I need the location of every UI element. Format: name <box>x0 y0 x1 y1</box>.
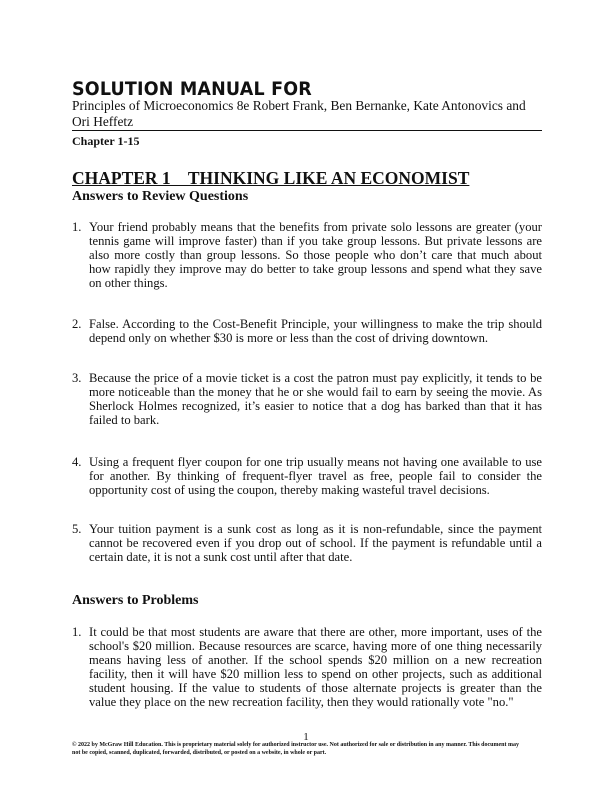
answer-text: Using a frequent flyer coupon for one trip usually means not having one available to use for another. By thinking of frequent-flyer travel as free, people fail to consider the opportunity cost of using the coupon, thereby making wasteful travel decisions. <box>89 455 542 497</box>
problem-answer <box>72 625 542 709</box>
answer-number: 1. <box>72 220 82 234</box>
solution-manual-title: SOLUTION MANUAL FOR <box>72 78 312 100</box>
review-answer <box>72 371 542 427</box>
header-divider <box>72 130 542 131</box>
answer-number: 3. <box>72 371 82 385</box>
answer-text: False. According to the Cost-Benefit Principle, your willingness to make the trip should depend only on whether $30 is more or less than the cost of driving downtown. <box>89 317 542 345</box>
review-heading: Answers to Review Questions <box>72 189 249 204</box>
answer-number: 5. <box>72 522 82 536</box>
page-number: 1 <box>303 731 309 743</box>
book-subtitle: Principles of Microeconomics 8e Robert Frank, Ben Bernanke, Kate Antonovics and Ori Heffetz <box>72 98 526 129</box>
answer-number: 1. <box>72 625 82 639</box>
answer-text: It could be that most students are aware that there are other, more important, uses of the school's $20 million. Because resources are scarce, having more of one thing necessarily means having less of another. If the school spends $20 million on a new recreation facility, then it will have $20 million less to spend on other projects, such as additional student housing. If the value to students of those alternate projects is greater than the value they place on the new recreation facility, then they would rationally vote "no." <box>89 625 542 709</box>
problems-heading: Answers to Problems <box>72 593 199 608</box>
review-answer <box>72 522 542 564</box>
chapter-title: CHAPTER 1 THINKING LIKE AN ECONOMIST <box>72 168 470 188</box>
answer-text: Your friend probably means that the benefits from private solo lessons are greater (your tennis game will improve faster) than if you take group lessons. But private lessons are also more costly than group lessons. So those people who don’t care that much about how rapidly they improve may do better to take group lessons and spend what they save on other things. <box>89 220 542 290</box>
review-answer <box>72 455 542 497</box>
review-answer <box>72 317 542 345</box>
answer-text: Because the price of a movie ticket is a cost the patron must pay explicitly, it tends to be more noticeable than the money that he or she would fail to earn by seeing the movie. As Sherlock Holmes recognized, it’s easier to notice that a dog has barked than that it has failed to bark. <box>89 371 542 427</box>
answer-text: Your tuition payment is a sunk cost as long as it is non-refundable, since the payment cannot be recovered even if you drop out of school. If the payment is refundable until a certain date, it is not a sunk cost until after that date. <box>89 522 542 564</box>
answer-number: 2. <box>72 317 82 331</box>
chapter-range: Chapter 1-15 <box>72 134 140 148</box>
answer-number: 4. <box>72 455 82 469</box>
copyright-notice: © 2022 by McGraw Hill Education. This is proprietary material solely for authorized instructor use. Not authorized for sale or distribution in any manner. This document may not be copied, scanned, duplicated, forwarded, distributed, or posted on a website, in whole or part. <box>72 742 519 756</box>
review-answer <box>72 220 542 290</box>
